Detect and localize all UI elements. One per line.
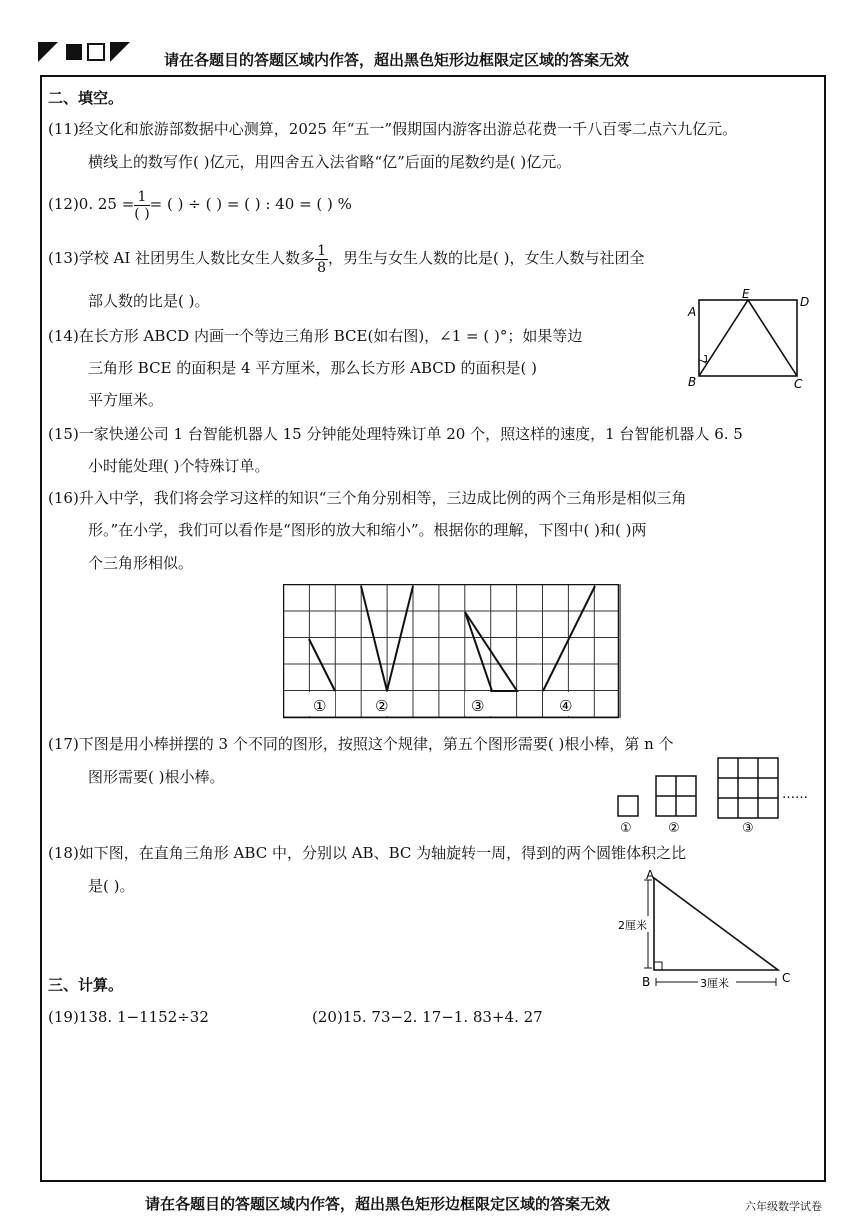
alignment-marks-icon xyxy=(38,40,134,64)
ellipsis: …… xyxy=(782,787,808,802)
label-b: B xyxy=(642,975,651,989)
question-13-line2: 部人数的比是( )。 xyxy=(88,292,210,310)
figure-label-3: ③ xyxy=(471,697,485,715)
label-b: B xyxy=(688,375,697,389)
footer-notice: 请在各题目的答题区域内作答，超出黑色矩形边框限定区域的答案无效 xyxy=(145,1195,611,1213)
pattern-1 xyxy=(618,796,638,816)
triangle-1 xyxy=(309,639,335,691)
question-18-line1: (18)如下图，在直角三角形 ABC 中，分别以 AB、BC 为轴旋转一周，得到的两个圆锥体积之比 xyxy=(48,844,687,862)
question-17-line1: (17)下图是用小棒拼摆的 3 个不同的图形，按照这个规律，第五个图形需要( )根小棒，第 n 个 xyxy=(48,735,674,753)
question-16-line2: 形。”在小学，我们可以看作是“图形的放大和缩小”。根据你的理解，下图中( )和( )两 xyxy=(88,521,647,539)
similar-triangles-grid xyxy=(283,584,621,720)
bc-length: 3厘米 xyxy=(700,977,729,990)
ab-length: 2厘米 xyxy=(618,919,647,932)
label-c: C xyxy=(794,377,803,391)
question-11-line1: (11)经文化和旅游部数据中心测算，2025 年“五一”假期国内游客出游总花费一千八百零二点六九亿元。 xyxy=(48,120,738,138)
section3-title: 三、计算。 xyxy=(48,976,124,994)
angle-label: 1 xyxy=(703,354,710,365)
question-14-line1: (14)在长方形 ABCD 内画一个等边三角形 BCE(如右图)，∠1 = ( )°；如果等边 xyxy=(48,327,583,345)
pattern-label-2: ② xyxy=(668,821,680,836)
question-15-line2: 小时能处理( )个特殊订单。 xyxy=(88,457,270,475)
section-title: 二、填空。 xyxy=(48,89,124,107)
question-12: (12)0. 25 = $\frac{1}{( )}$ = ( ) ÷ ( ) = ( ) : 40 = ( ) % xyxy=(48,188,352,222)
pattern-label-1: ① xyxy=(620,821,632,836)
question-14-line2: 三角形 BCE 的面积是 4 平方厘米，那么长方形 ABCD 的面积是( ) xyxy=(88,359,537,377)
rectangle-triangle-figure xyxy=(684,288,814,392)
fraction: $\frac{1}{8}$ xyxy=(317,242,327,276)
figure-label-2: ② xyxy=(375,697,389,715)
question-16-line1: (16)升入中学，我们将会学习这样的知识“三个角分别相等，三边成比例的两个三角形是相似三角 xyxy=(48,489,687,507)
question-13-line1: (13)学校 AI 社团男生人数比女生人数多 $\frac{1}{8}$ ，男生与女生人数的比是( )，女生人数与社团全 xyxy=(48,242,645,276)
pattern-label-3: ③ xyxy=(742,821,754,836)
fraction: $\frac{1}{( )}$ xyxy=(134,188,150,222)
question-15-line1: (15)一家快递公司 1 台智能机器人 15 分钟能处理特殊订单 20 个，照这样的速度，1 台智能机器人 6. 5 xyxy=(48,425,743,443)
triangle-4 xyxy=(543,586,595,691)
label-c: C xyxy=(782,971,791,985)
label-a: A xyxy=(646,868,655,882)
question-16-line3: 个三角形相似。 xyxy=(88,554,194,572)
question-14-line3: 平方厘米。 xyxy=(88,391,164,409)
question-17-line2: 图形需要( )根小棒。 xyxy=(88,768,225,786)
question-19: (19)138. 1−1152÷32 xyxy=(48,1008,209,1026)
figure-label-4: ④ xyxy=(559,697,573,715)
question-18-line2: 是( )。 xyxy=(88,877,135,895)
label-e: E xyxy=(742,288,750,301)
stick-pattern-figure xyxy=(612,756,822,836)
question-11-line2: 横线上的数写作( )亿元，用四舍五入法省略“亿”后面的尾数约是( )亿元。 xyxy=(88,153,572,171)
question-20: (20)15. 73−2. 17−1. 83+4. 27 xyxy=(312,1008,543,1026)
pattern-3 xyxy=(718,758,778,818)
label-a: A xyxy=(688,305,697,319)
figure-label-1: ① xyxy=(313,697,327,715)
header-notice: 请在各题目的答题区域内作答，超出黑色矩形边框限定区域的答案无效 xyxy=(164,51,630,69)
label-d: D xyxy=(800,295,810,309)
right-triangle-figure xyxy=(616,868,796,992)
grade-label: 六年级数学试卷 xyxy=(745,1200,822,1213)
